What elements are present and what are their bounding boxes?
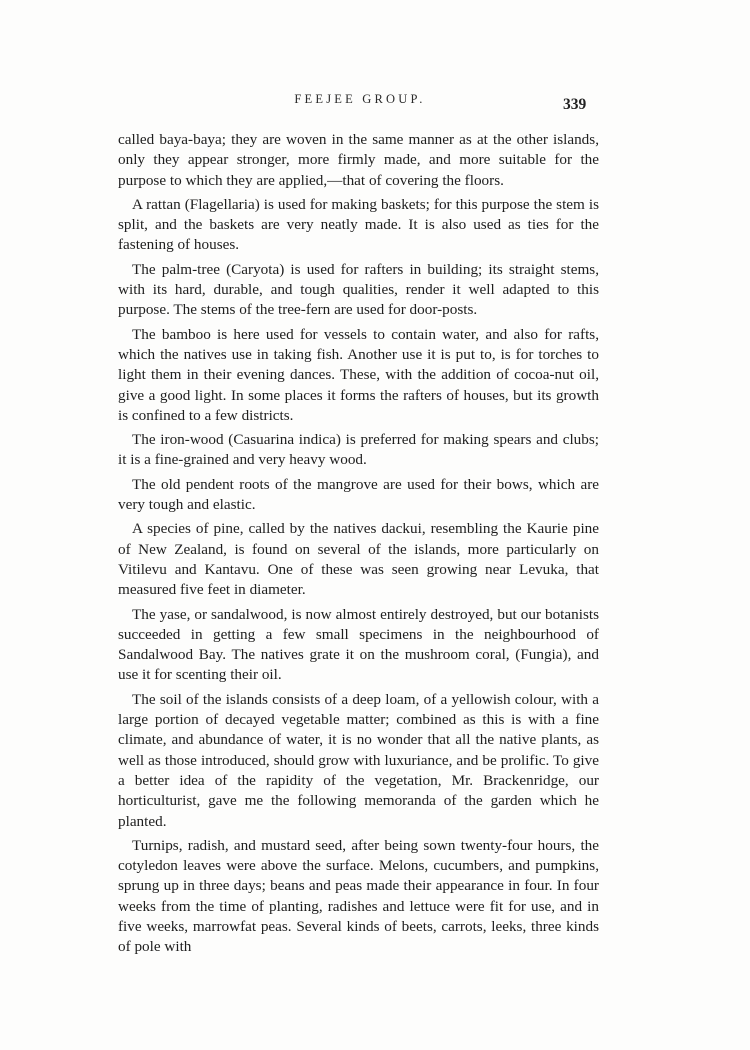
page-number: 339 [563, 96, 587, 113]
paragraph: The soil of the islands consists of a deep loam, of a yellowish colour, with a large portion of decayed vegetable matter; combined as this is with a fine climate, and abundance of water, it is no wonder that all the native plants, as well as those introduced, should grow with luxuriance, and be prolific. To give a better idea of the rapidity of the vegetation, Mr. Brackenridge, our horticulturist, gave me the following memoranda of the garden which he planted. [118, 690, 599, 830]
paragraph: called baya-baya; they are woven in the same manner as at the other islands, only they appear stronger, more firmly made, and more suitable for the purpose to which they are applied,—that of covering the floors. [118, 131, 599, 189]
paragraph: The yase, or sandalwood, is now almost entirely destroyed, but our botanists succeeded in getting a few small specimens in the neighbourhood of Sandalwood Bay. The natives grate it on the mushroom coral, (Fungia), and use it for scenting their oil. [118, 605, 599, 684]
paragraph: Turnips, radish, and mustard seed, after being sown twenty-four hours, the cotyledon leaves were above the surface. Melons, cucumbers, and pumpkins, sprung up in three days; beans and peas made their appearance in four. In four weeks from the time of planting, radishes and lettuce were fit for use, and in five weeks, marrowfat peas. Several kinds of beets, carrots, leeks, three kinds of pole with [118, 836, 599, 956]
paragraph: The bamboo is here used for vessels to contain water, and also for rafts, which the natives use in taking fish. Another use it is put to, is for torches to light them in their evening dances. These, with the addition of cocoa-nut oil, give a good light. In some places it forms the rafters of houses, but its growth is confined to a few districts. [118, 325, 599, 424]
paragraph: A species of pine, called by the natives dackui, resembling the Kaurie pine of New Zealand, is found on several of the islands, more particularly on Vitilevu and Kantavu. One of these was seen growing near Levuka, that measured five feet in diameter. [118, 520, 599, 599]
running-head: FEEJEE GROUP. [294, 92, 426, 106]
paragraph: The palm-tree (Caryota) is used for rafters in building; its straight stems, with its hard, durable, and tough qualities, render it well adapted to this purpose. The stems of the tree-fern are used for door-posts. [118, 260, 599, 319]
body-text [118, 130, 599, 962]
paragraph: The iron-wood (Casuarina indica) is preferred for making spears and clubs; it is a fine-grained and very heavy wood. [118, 431, 599, 469]
paragraph: The old pendent roots of the mangrove are used for their bows, which are very tough and elastic. [118, 475, 599, 514]
paragraph: A rattan (Flagellaria) is used for making baskets; for this purpose the stem is split, and the baskets are very neatly made. It is also used as ties for the fastening of houses. [118, 195, 599, 254]
